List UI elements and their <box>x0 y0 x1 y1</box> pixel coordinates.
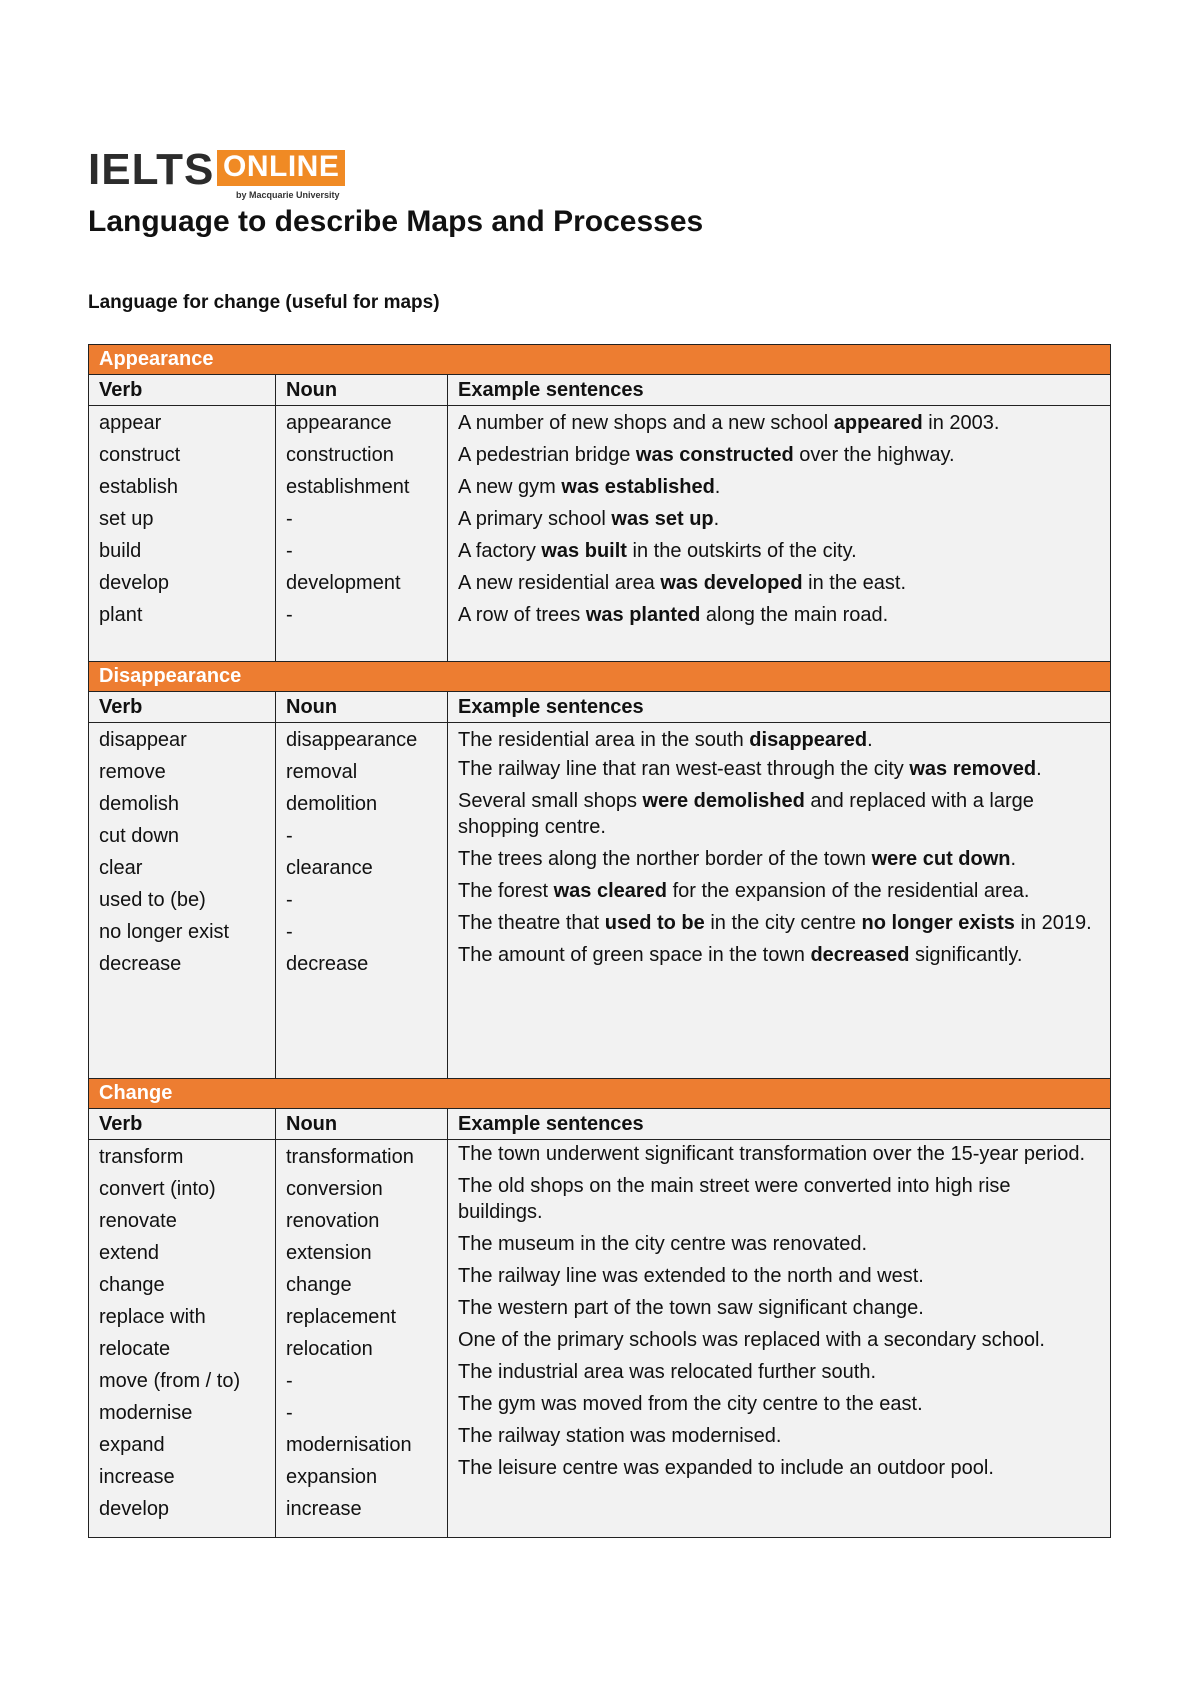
verb: move (from / to) <box>99 1370 241 1392</box>
appearance-body-row <box>89 406 1111 662</box>
column-header-row <box>89 375 1111 406</box>
noun: construction <box>286 444 394 466</box>
verb: increase <box>99 1466 175 1488</box>
noun: decrease <box>286 953 369 975</box>
change-body-row <box>89 1140 1111 1538</box>
section-header-disappearance <box>89 662 1111 692</box>
section-header-change <box>89 1079 1111 1109</box>
noun: appearance <box>286 412 392 434</box>
verb: cut down <box>99 825 180 847</box>
verb-cell <box>89 1140 276 1538</box>
example-sentence: The leisure centre was expanded to include an outdoor pool. <box>458 1457 994 1479</box>
verb: renovate <box>99 1210 177 1232</box>
noun: replacement <box>286 1306 397 1328</box>
verb: clear <box>99 857 143 879</box>
example-sentence: The railway station was modernised. <box>458 1425 782 1447</box>
section-subtitle: Language for change (useful for maps) <box>88 292 440 313</box>
noun: modernisation <box>286 1434 412 1456</box>
verb: no longer exist <box>99 921 230 943</box>
examples-cell <box>448 406 1111 662</box>
verb: convert (into) <box>99 1178 216 1200</box>
section-header-appearance <box>89 345 1111 375</box>
example-sentence: The industrial area was relocated further south. <box>458 1361 876 1383</box>
example-sentence: The forest was cleared for the expansion of the residential area. <box>458 880 1030 902</box>
verb: relocate <box>99 1338 171 1360</box>
noun-column-header: Noun <box>276 692 448 723</box>
verb: transform <box>99 1146 184 1168</box>
examples-column-header: Example sentences <box>448 1109 1111 1140</box>
noun: - <box>286 508 293 530</box>
example-sentence: Several small shops were demolished and replaced with a large shopping centre. <box>458 790 1034 838</box>
noun: demolition <box>286 793 378 815</box>
verb: build <box>99 540 142 562</box>
verb: disappear <box>99 729 187 751</box>
page-title: Language to describe Maps and Processes <box>88 205 704 238</box>
examples-cell <box>448 723 1111 1079</box>
example-sentence: The western part of the town saw significant change. <box>458 1297 924 1319</box>
noun: - <box>286 1370 293 1392</box>
disappearance-body-row <box>89 723 1111 1079</box>
verb: construct <box>99 444 181 466</box>
noun: extension <box>286 1242 372 1264</box>
example-sentence: A number of new shops and a new school appeared in 2003. <box>458 412 1000 434</box>
verb: remove <box>99 761 166 783</box>
logo-brand: IELTS <box>88 145 215 194</box>
section-title: Disappearance <box>89 662 1111 692</box>
verb: extend <box>99 1242 160 1264</box>
example-sentence: The trees along the norther border of the town were cut down. <box>458 848 1017 870</box>
example-sentence: A new residential area was developed in the east. <box>458 572 907 594</box>
noun-column-header: Noun <box>276 375 448 406</box>
example-sentence: The residential area in the south disappeared. <box>458 729 873 751</box>
verb-column-header: Verb <box>89 375 276 406</box>
verb: develop <box>99 572 170 594</box>
example-sentence: A pedestrian bridge was constructed over the highway. <box>458 444 955 466</box>
noun: - <box>286 921 293 943</box>
noun: renovation <box>286 1210 380 1232</box>
verb: plant <box>99 604 143 626</box>
verb: used to (be) <box>99 889 206 911</box>
column-header-row <box>89 692 1111 723</box>
verb-column-header: Verb <box>89 1109 276 1140</box>
example-sentence: The theatre that used to be in the city centre no longer exists in 2019. <box>458 912 1092 934</box>
noun-cell <box>276 1140 448 1538</box>
example-sentence: A new gym was established. <box>458 476 721 498</box>
example-sentence: The museum in the city centre was renovated. <box>458 1233 868 1255</box>
verb: appear <box>99 412 162 434</box>
noun: increase <box>286 1498 362 1520</box>
noun: disappearance <box>286 729 418 751</box>
example-sentence: The railway line that ran west-east through the city was removed. <box>458 758 1042 780</box>
noun: clearance <box>286 857 373 879</box>
example-sentence: A factory was built in the outskirts of the city. <box>458 540 857 562</box>
noun: change <box>286 1274 352 1296</box>
noun-cell <box>276 723 448 1079</box>
verb-cell <box>89 723 276 1079</box>
examples-column-header: Example sentences <box>448 692 1111 723</box>
noun: removal <box>286 761 358 783</box>
noun: transformation <box>286 1146 414 1168</box>
verb: change <box>99 1274 165 1296</box>
verb-column-header: Verb <box>89 692 276 723</box>
noun: development <box>286 572 401 594</box>
example-sentence: The town underwent significant transformation over the 15-year period. <box>458 1143 1086 1165</box>
section-title: Change <box>89 1079 1111 1109</box>
noun-column-header: Noun <box>276 1109 448 1140</box>
noun: - <box>286 889 293 911</box>
verb-cell <box>89 406 276 662</box>
noun: establishment <box>286 476 410 498</box>
verb: replace with <box>99 1306 206 1328</box>
example-sentence: A primary school was set up. <box>458 508 720 530</box>
noun: conversion <box>286 1178 383 1200</box>
verb: decrease <box>99 953 182 975</box>
example-sentence: The amount of green space in the town decreased significantly. <box>458 944 1023 966</box>
noun: expansion <box>286 1466 378 1488</box>
example-sentence: The railway line was extended to the north and west. <box>458 1265 924 1287</box>
verb: establish <box>99 476 178 498</box>
example-sentence: One of the primary schools was replaced with a secondary school. <box>458 1329 1045 1351</box>
noun: - <box>286 1402 293 1424</box>
noun: - <box>286 825 293 847</box>
logo-badge: ONLINE <box>217 150 345 186</box>
logo-tagline: by Macquarie University <box>236 190 340 200</box>
column-header-row <box>89 1109 1111 1140</box>
examples-column-header: Example sentences <box>448 375 1111 406</box>
example-sentence: The gym was moved from the city centre to the east. <box>458 1393 923 1415</box>
verb: modernise <box>99 1402 193 1424</box>
verb: demolish <box>99 793 180 815</box>
example-sentence: A row of trees was planted along the main road. <box>458 604 889 626</box>
examples-cell <box>448 1140 1111 1538</box>
noun: relocation <box>286 1338 373 1360</box>
example-sentence: The old shops on the main street were converted into high rise buildings. <box>458 1175 1011 1223</box>
verb: expand <box>99 1434 165 1456</box>
language-table <box>88 344 1111 1538</box>
verb: develop <box>99 1498 170 1520</box>
noun-cell <box>276 406 448 662</box>
noun: - <box>286 540 293 562</box>
verb: set up <box>99 508 154 530</box>
noun: - <box>286 604 293 626</box>
section-title: Appearance <box>89 345 1111 375</box>
